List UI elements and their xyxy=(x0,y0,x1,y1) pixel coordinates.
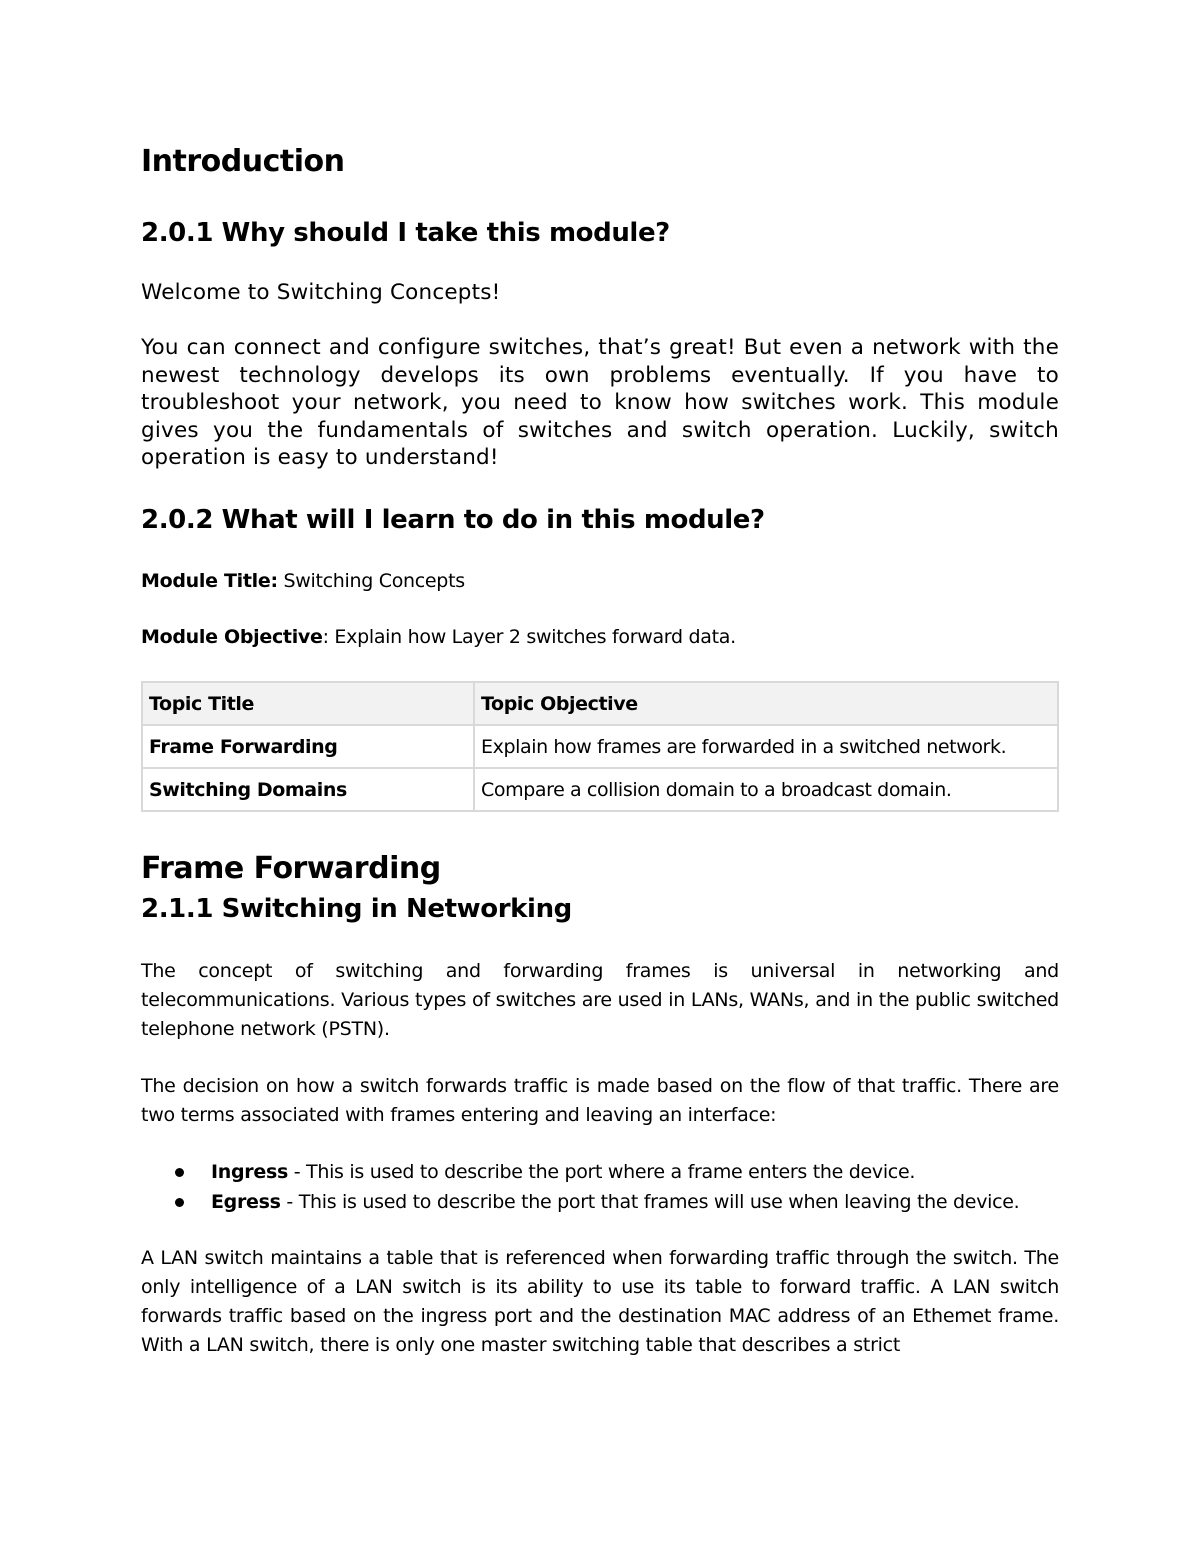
bullet-icon xyxy=(175,1168,184,1177)
topics-table xyxy=(141,681,1059,812)
table-header-topic-title: Topic Title xyxy=(142,682,474,725)
section-2-0-1-heading: 2.0.1 Why should I take this module? xyxy=(141,218,670,248)
egress-term: Egress xyxy=(211,1191,281,1213)
table-header-topic-objective: Topic Objective xyxy=(474,682,1058,725)
introduction-heading: Introduction xyxy=(141,144,345,179)
module-title-label: Module Title: xyxy=(141,570,278,592)
table-cell-topic-objective: Explain how frames are forwarded in a switched network. xyxy=(474,725,1058,768)
why-take-module-paragraph: You can connect and configure switches, that’s great! But even a network with the newest technology develops its own problems eventually. If you have to troubleshoot your network, you need to know how switches work. This module gives you the fundamentals of switches and switch operation. Luckily, switch operation is easy to understand! xyxy=(141,335,1059,470)
egress-description: - This is used to describe the port that frames will use when leaving the device. xyxy=(280,1191,1020,1213)
table-row xyxy=(142,768,1058,811)
list-item-ingress xyxy=(141,1157,1019,1187)
switching-paragraph-2: The decision on how a switch forwards traffic is made based on the flow of that traffic. There are two terms associated with frames entering and leaving an interface: xyxy=(141,1075,1059,1126)
table-header-row xyxy=(142,682,1058,725)
switching-paragraph-1: The concept of switching and forwarding frames is universal in networking and telecommunications. Various types of switches are used in LANs, WANs, and in the public switched telephone network (PSTN). xyxy=(141,960,1059,1040)
table-cell-topic-title: Switching Domains xyxy=(142,768,474,811)
module-objective-value: : Explain how Layer 2 switches forward data. xyxy=(322,626,736,648)
section-2-0-2-heading: 2.0.2 What will I learn to do in this module? xyxy=(141,505,765,535)
ingress-term: Ingress xyxy=(211,1161,288,1183)
section-2-1-1-heading: 2.1.1 Switching in Networking xyxy=(141,894,572,924)
list-item-egress xyxy=(141,1187,1019,1217)
ingress-description: - This is used to describe the port where a frame enters the device. xyxy=(287,1161,916,1183)
frame-forwarding-heading: Frame Forwarding xyxy=(141,851,441,886)
ingress-egress-list xyxy=(141,1157,1019,1217)
table-cell-topic-objective: Compare a collision domain to a broadcast domain. xyxy=(474,768,1058,811)
module-title-value: Switching Concepts xyxy=(277,570,465,592)
switching-paragraph-3: A LAN switch maintains a table that is referenced when forwarding traffic through the switch. The only intelligence of a LAN switch is its ability to use its table to forward traffic. A LAN switch forwards traffic based on the ingress port and the destination MAC address of an Ethemet frame. With a LAN switch, there is only one master switching table that describes a strict xyxy=(141,1247,1059,1356)
module-objective-line xyxy=(141,626,736,648)
table-cell-topic-title: Frame Forwarding xyxy=(142,725,474,768)
module-objective-label: Module Objective xyxy=(141,626,323,648)
table-row xyxy=(142,725,1058,768)
welcome-text: Welcome to Switching Concepts! xyxy=(141,280,501,305)
bullet-icon xyxy=(175,1198,184,1207)
module-title-line xyxy=(141,570,465,592)
